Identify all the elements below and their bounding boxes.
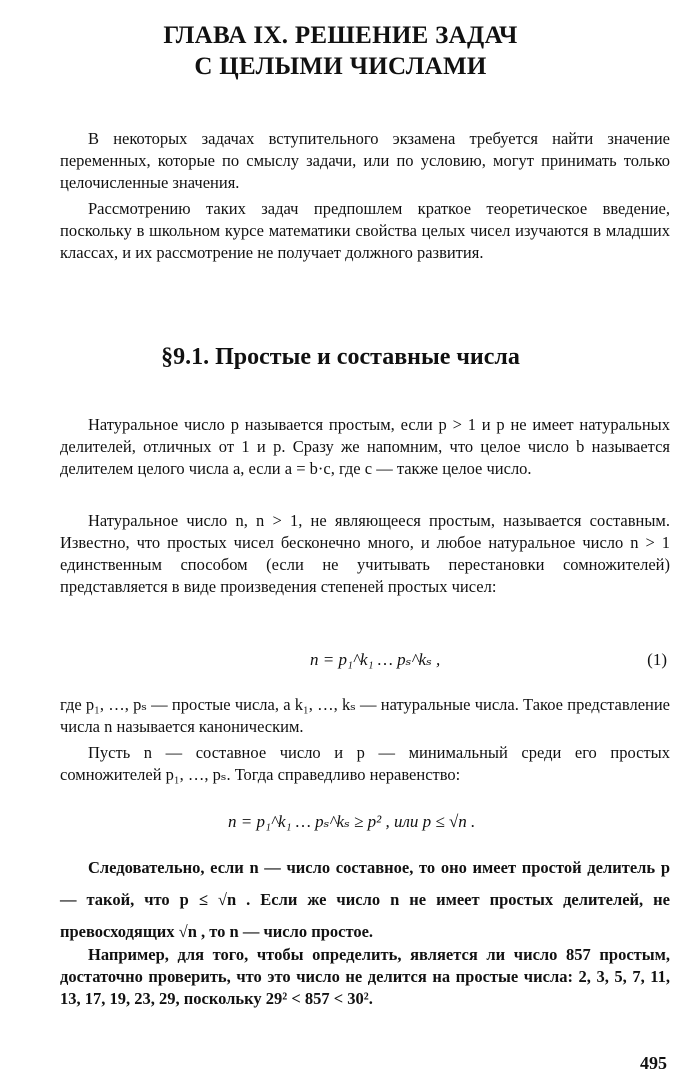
intro-paragraph-2: Рассмотрению таких задач предпошлем краткое теоретическое введение, поскольку в школьном курсе математики свойства целых чисел изучаются в младших классах, и их рассмотрение не получает должного развития. — [60, 199, 670, 262]
intro-paragraph-1: В некоторых задачах вступительного экзамена требуется найти значение переменных, которые по смыслу задачи, или по условию, могут принимать только целочисленные значения. — [60, 129, 670, 192]
chapter-title-line2: С ЦЕЛЫМИ ЧИСЛАМИ — [194, 53, 487, 80]
conclusion-paragraph: Следовательно, если n — число составное, то оно имеет простой делитель p — такой, что p ≤ √n . Если же число n не имеет простых делителей, не превосходящих √n , то n — число простое. — [60, 858, 670, 941]
canonical-form-paragraph: где p₁, …, pₛ — простые числа, а k₁, …, kₛ — натуральные числа. Такое представление числа n называется каноническим. — [60, 695, 670, 736]
section-title: §9.1. Простые и составные числа — [161, 344, 520, 370]
definition-composite-paragraph: Натуральное число n, n > 1, не являющееся простым, называется составным. Известно, что простых чисел бесконечно много, и любое натуральное число n > 1 единственным способом (если не учитывать перестановки сомножителей) представляется в виде произведения степеней простых чисел: — [60, 511, 670, 596]
equation-number: (1) — [647, 650, 667, 669]
example-paragraph: Например, для того, чтобы определить, является ли число 857 простым, достаточно проверить, что это число не делится на простые числа: 2, 3, 5, 7, 11, 13, 17, 19, 23, 29, поскольку 29² < 857 < 30². — [60, 945, 670, 1008]
page-number: 495 — [640, 1053, 667, 1073]
formula-canonical: n = p₁^k₁ … pₛ^kₛ , — [310, 650, 441, 669]
chapter-title — [0, 20, 681, 82]
definition-prime-paragraph: Натуральное число p называется простым, если p > 1 и p не имеет натуральных делителей, отличных от 1 и p. Сразу же напомним, что целое число b называется делителем целого числа a, если a = b·c, где c — также целое число. — [60, 415, 670, 478]
minimal-divisor-paragraph: Пусть n — составное число и p — минимальный среди его простых сомножителей p₁, …, pₛ. Тогда справедливо неравенство: — [60, 743, 670, 784]
chapter-title-line1: ГЛАВА IX. РЕШЕНИЕ ЗАДАЧ — [163, 22, 518, 49]
formula-inequality: n = p₁^k₁ … pₛ^kₛ ≥ p² , или p ≤ √n . — [228, 812, 476, 831]
